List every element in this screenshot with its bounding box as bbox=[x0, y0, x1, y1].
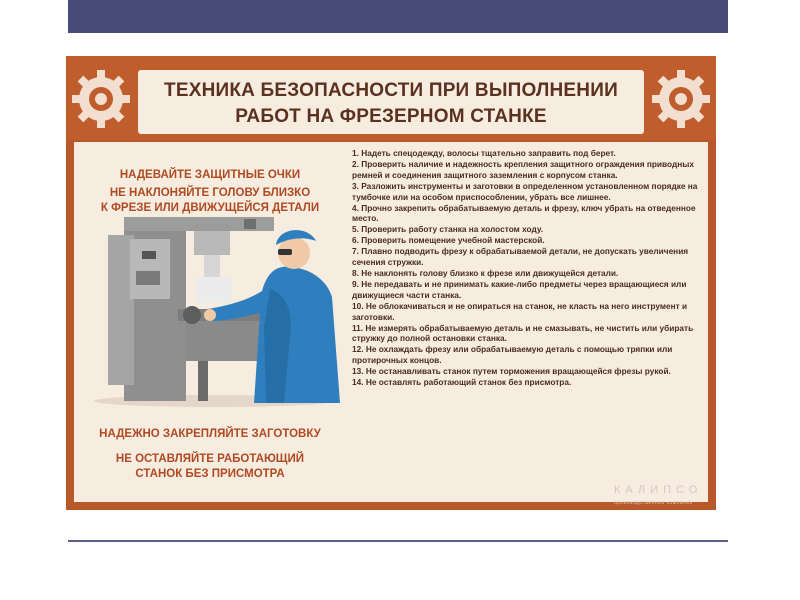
poster-left-column bbox=[74, 142, 346, 502]
rule-item: 5. Проверить работу станка на холостом ходу. bbox=[352, 224, 544, 235]
poster-title-plate bbox=[138, 70, 644, 134]
poster-title-line-2: РАБОТ НА ФРЕЗЕРНОМ СТАНКЕ bbox=[235, 106, 547, 127]
slide-top-accent-bar bbox=[68, 0, 728, 33]
warning-secure-workpiece: НАДЕЖНО ЗАКРЕПЛЯЙТЕ ЗАГОТОВКУ bbox=[99, 428, 321, 440]
rule-item: 13. Не останавливать станок путем торможения вращающейся фрезы рукой. bbox=[352, 366, 671, 377]
rule-item: 1. Надеть спецодежду, волосы тщательно заправить под берет. bbox=[352, 148, 616, 158]
rule-item: 4. Прочно закрепить обрабатываемую деталь и фрезу, ключ убрать на отведенное место. bbox=[352, 202, 696, 224]
rule-item: 11. Не измерять обрабатываемую деталь и не смазывать, не чистить или убирать стружку до полной остановки станка. bbox=[352, 322, 694, 344]
safety-rules-list bbox=[352, 148, 704, 388]
poster-header bbox=[66, 56, 716, 140]
poster-body bbox=[74, 142, 708, 502]
rule-item: 2. Проверить наличие и надежность крепления защитного ограждения приводных ремней и соединения защитного заземления с корпусом станка. bbox=[352, 158, 694, 180]
watermark-logo-text: КАЛИПСО bbox=[614, 484, 703, 496]
rule-item: 14. Не оставлять работающий станок без присмотра. bbox=[352, 377, 572, 388]
slide-bottom-rule bbox=[68, 540, 728, 542]
gear-icon bbox=[650, 68, 712, 130]
warning-head-line-1: НЕ НАКЛОНЯЙТЕ ГОЛОВУ БЛИЗКО bbox=[109, 187, 311, 199]
watermark-subtitle: производственная компания bbox=[614, 500, 693, 506]
rule-item: 3. Разложить инструменты и заготовки в определенном установленном порядке на тумбочке или на особом приспособлении, убрать все лишнее. bbox=[352, 180, 698, 202]
milling-machine-worker-illustration bbox=[94, 217, 344, 407]
warning-unattended-line-1: НЕ ОСТАВЛЯЙТЕ РАБОТАЮЩИЙ bbox=[115, 453, 305, 465]
rule-item: 12. Не охлаждать фрезу или обрабатываемую деталь с помощью тряпки или протирочных концов. bbox=[352, 344, 673, 366]
poster-title-line-1: ТЕХНИКА БЕЗОПАСНОСТИ ПРИ ВЫПОЛНЕНИИ bbox=[164, 80, 618, 101]
rule-item: 9. Не передавать и не принимать какие-либо предметы через вращающиеся или движущиеся части станка. bbox=[352, 278, 687, 300]
warning-head-line-2: К ФРЕЗЕ ИЛИ ДВИЖУЩЕЙСЯ ДЕТАЛИ bbox=[100, 202, 320, 214]
warning-unattended-line-2: СТАНОК БЕЗ ПРИСМОТРА bbox=[135, 468, 285, 480]
safety-poster bbox=[66, 56, 716, 510]
rule-item: 10. Не облокачиваться и не опираться на станок, не класть на него инструмент и заготовки. bbox=[352, 300, 688, 322]
warning-goggles: НАДЕВАЙТЕ ЗАЩИТНЫЕ ОЧКИ bbox=[119, 169, 301, 181]
gear-icon bbox=[70, 68, 132, 130]
rule-item: 6. Проверить помещение учебной мастерской. bbox=[352, 235, 545, 246]
rule-item: 8. Не наклонять голову близко к фрезе или движущейся детали. bbox=[352, 267, 619, 278]
rule-item: 7. Плавно подводить фрезу к обрабатываемой детали, не допускать увеличения сечения стружки. bbox=[352, 246, 689, 268]
